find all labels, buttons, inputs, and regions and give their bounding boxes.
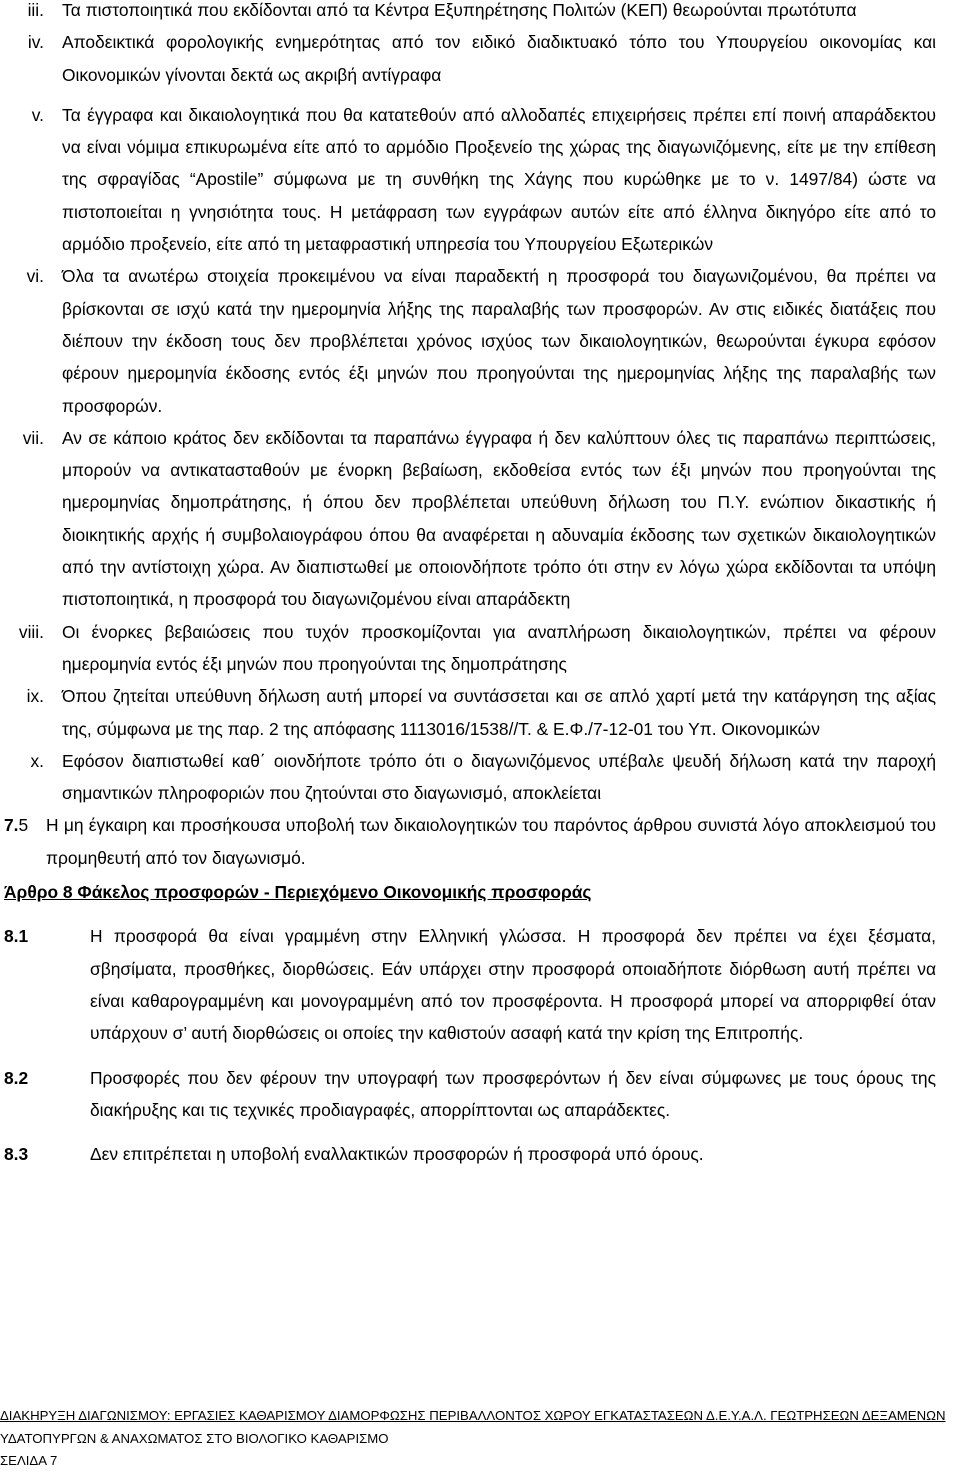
- section-number-suffix: 5: [18, 815, 29, 836]
- list-text: Εφόσον διαπιστωθεί καθ΄ οιονδήποτε τρόπο ότι ο διαγωνιζόμενος υπέβαλε ψευδή δήλωση κατά την παροχή σημαντικών πληροφοριών που ζητούνται στο διαγωνισμό, αποκλείεται: [62, 750, 936, 804]
- list-text: Τα πιστοποιητικά που εκδίδονται από τα Κέντρα Εξυπηρέτησης Πολιτών (ΚΕΠ) θεωρούνται πρωτότυπα: [62, 0, 857, 20]
- article-8-heading: Άρθρο 8 Φάκελος προσφορών - Περιεχόμενο Οικονομικής προσφοράς: [4, 882, 592, 903]
- footer-title-line-1: ΔΙΑΚΗΡΥΞΗ ΔΙΑΓΩΝΙΣΜΟΥ: ΕΡΓΑΣΙΕΣ ΚΑΘΑΡΙΣΜΟΥ ΔΙΑΜΟΡΦΩΣΗΣ ΠΕΡΙΒΑΛΛΟΝΤΟΣ ΧΩΡΟΥ ΕΓΚΑΤΑΣΤΑΣΕΩΝ Δ.Ε.Υ.Α.Λ. ΓΕΩΤΡΗΣΕΩΝ ΔΕΞΑΜΕΝΩΝ: [0, 1408, 946, 1423]
- list-item-x: [4, 745, 936, 810]
- list-number: viii.: [18, 621, 44, 642]
- article-8-items: [4, 920, 936, 1170]
- footer-title-line-2: ΥΔΑΤΟΠΥΡΓΩΝ & ΑΝΑΧΩΜΑΤΟΣ ΣΤΟ ΒΙΟΛΟΓΙΚΟ ΚΑΘΑΡΙΣΜΟ: [0, 1430, 389, 1446]
- list-number: vii.: [22, 427, 44, 448]
- article-8-item-2: [4, 1062, 936, 1127]
- list-number: vi.: [26, 266, 44, 287]
- list-text: Όπου ζητείται υπεύθυνη δήλωση αυτή μπορεί να συντάσσεται και σε απλό χαρτί μετά την κατάργηση της αξίας της, σύμφωνα με της παρ. 2 της απόφασης 1113016/1538//Τ. & Ε.Φ./7-12-01 του Υπ. Οικονομικών: [62, 686, 936, 739]
- list-number: iii.: [27, 0, 44, 20]
- item-text: Δεν επιτρέπεται η υποβολή εναλλακτικών προσφορών ή προσφορά υπό όρους.: [90, 1144, 704, 1165]
- list-number: v.: [31, 104, 44, 125]
- item-number: 8.2: [4, 1067, 29, 1088]
- list-item-vi: [4, 260, 936, 421]
- list-text: Όλα τα ανωτέρω στοιχεία προκειμένου να είναι παραδεκτή η προσφορά του διαγωνιζομένου, θα πρέπει να βρίσκονται σε ισχύ κατά την ημερομηνία λήξης της παραλαβής των προσφορών. Αν στις ειδικές διατάξεις που διέπουν την έκδοση τους δεν προβλέπεται χρόνος ισχύος των δικαιολογητικών, θεωρούνται έγκυρα εφόσον φέρουν ημερομηνία έκδοσης εντός έξι μηνών που προηγούνται της ημερομηνίας λήξης της παραλαβής των προσφορών.: [62, 266, 936, 416]
- item-text: Προσφορές που δεν φέρουν την υπογραφή των προσφερόντων ή δεν είναι σύμφωνες με τους όρους της διακήρυξης και τις τεχνικές προδιαγραφές, απορρίπτονται ως απαράδεκτες.: [90, 1067, 936, 1120]
- list-text: Αν σε κάποιο κράτος δεν εκδίδονται τα παραπάνω έγγραφα ή δεν καλύπτουν όλες τις παραπάνω περιπτώσεις, μπορούν να αντικατασταθούν με ένορκη βεβαίωση, εκδοθείσα εντός των έξι μηνών που προηγούνται της ημερομηνίας δημοπράτησης, ή όπου δεν προβλέπεται υπεύθυνη δήλωση του Π.Υ. ενώπιον δικαστικής ή διοικητικής αρχής ή συμβολαιογράφου όπου θα αναφέρεται η αδυναμία έκδοσης των σχετικών δικαιολογητικών από την αντίστοιχη χώρα. Αν διαπιστωθεί με οποιονδήποτε τρόπο ότι στην εν λόγω χώρα εκδίδονται τα υπόψη πιστοποιητικά, η προσφορά του διαγωνιζομένου είναι απαράδεκτη: [62, 427, 936, 610]
- section-7-5: [4, 809, 936, 874]
- list-number: x.: [30, 750, 44, 771]
- list-text: Οι ένορκες βεβαιώσεις που τυχόν προσκομίζονται για αναπλήρωση δικαιολογητικών, πρέπει να φέρουν ημερομηνία εντός έξι μηνών που προηγούνται της δημοπράτησης: [62, 621, 936, 674]
- article-8-item-3: [4, 1138, 936, 1170]
- list-item-ix: [4, 680, 936, 745]
- list-item-viii: [4, 616, 936, 681]
- document-body: [4, 0, 936, 1170]
- section-number: [4, 809, 28, 841]
- section-number-main: 7.: [4, 815, 19, 836]
- page-number: ΣΕΛΙΔΑ 7: [0, 1453, 58, 1468]
- list-text: Αποδεικτικά φορολογικής ενημερότητας από τον ειδικό διαδικτυακό τόπο του Υπουργείου οικονομίας και Οικονομικών γίνονται δεκτά ως ακριβή αντίγραφα: [62, 32, 936, 85]
- list-item-vii: [4, 422, 936, 616]
- list-item-iv: [4, 26, 936, 91]
- item-number: 8.1: [4, 926, 29, 947]
- page-footer: [0, 1405, 960, 1473]
- item-text: Η προσφορά θα είναι γραμμένη στην Ελληνική γλώσσα. Η προσφορά δεν πρέπει να έχει ξέσματα, σβησίματα, προσθήκες, διορθώσεις. Εάν υπάρχει στην προσφορά οποιαδήποτε διόρθωση αυτή πρέπει να είναι καθαρογραμμένη και μονογραμμένη από τον προσφέροντα. Η προσφορά μπορεί να απορριφθεί όταν υπάρχουν σ’ αυτή διορθώσεις οι οποίες την καθιστούν ασαφή κατά την κρίση της Επιτροπής.: [90, 926, 936, 1044]
- article-8-item-1: [4, 920, 936, 1049]
- section-text: Η μη έγκαιρη και προσήκουσα υποβολή των δικαιολογητικών του παρόντος άρθρου συνιστά λόγο αποκλεισμού του προμηθευτή από τον διαγωνισμό.: [46, 815, 936, 868]
- item-number: 8.3: [4, 1144, 29, 1165]
- list-number: ix.: [26, 686, 44, 707]
- list-text: Τα έγγραφα και δικαιολογητικά που θα κατατεθούν από αλλοδαπές επιχειρήσεις πρέπει επί ποινή απαράδεκτου να είναι νόμιμα επικυρωμένα είτε από το αρμόδιο Προξενείο της χώρας της διαγωνιζόμενης, είτε με την επίθεση της σφραγίδας “Apostile” σύμφωνα με τη συνθήκη της Χάγης που κυρώθηκε με το ν. 1497/84) ώστε να πιστοποιείται η γνησιότητα τους. Η μετάφραση των εγγράφων αυτών είτε από έλληνα δικηγόρο είτε από το αρμόδιο προξενείο, είτε από τη μεταφραστική υπηρεσία του Υπουργείου Εξωτερικών: [62, 104, 936, 255]
- list-item-v: [4, 99, 936, 260]
- list-number: iv.: [27, 32, 44, 53]
- list-item-iii: [4, 0, 936, 26]
